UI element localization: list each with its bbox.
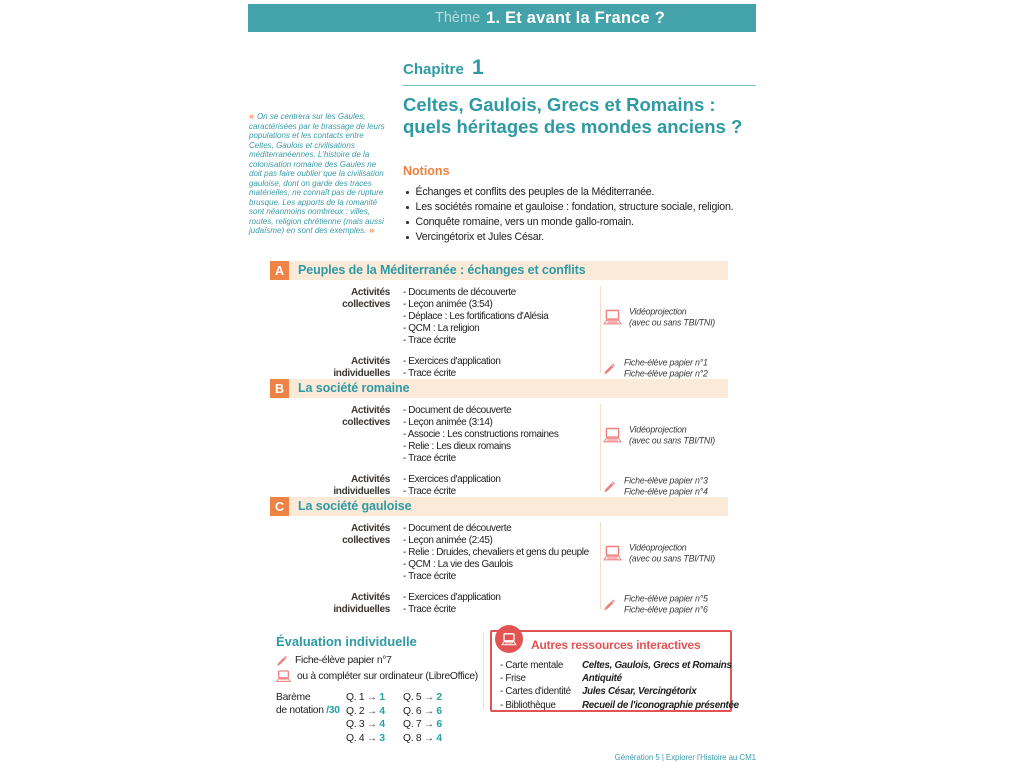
resource-value: Antiquité [582,673,622,685]
chapter-label: Chapitre [403,61,464,78]
activity-item: - Exercices d'application [403,592,501,603]
collective-activities-row [270,287,728,347]
collective-activities-label [270,405,390,465]
videoprojection-text [629,425,715,446]
arrow-icon: → [423,692,434,703]
label-line: Activités [351,405,390,416]
theme-title: 1. Et avant la France ? [486,8,665,27]
total-score: /30 [326,705,340,716]
arrow-icon: → [423,732,434,744]
theme-label: Thème [435,10,481,26]
activity-item: - Documents de découverte [403,287,516,298]
label-line: de notation /30 [276,705,340,716]
score-cell: Q. 6 → 6 [403,705,442,717]
label-line: individuelles [333,486,390,497]
resource-label: - Carte mentale [500,660,564,671]
score-cell: Q. 1 → 1 [346,692,385,703]
activity-item: - Déplace : Les fortifications d'Alésia [403,311,549,322]
evaluation-heading: Évaluation individuelle [276,634,417,649]
activity-item: - Trace écrite [403,604,456,615]
score-cell: Q. 3 → 4 [346,719,385,730]
activity-item: - Trace écrite [403,453,456,464]
notion-text: Échanges et conflits des peuples de la Méditerranée. [415,186,655,198]
laptop-icon [276,670,291,683]
resource-item [500,659,732,672]
chapter-number: 1 [472,56,484,79]
label-line: Barème [276,692,311,703]
individual-activities-label [270,356,390,380]
collective-activities-label [270,523,390,583]
activity-item: - Document de découverte [403,405,512,416]
activity-item: - Document de découverte [403,523,512,534]
videoprojection-text [629,307,715,328]
videoprojection-line2: (avec ou sans TBI/TNI) [629,435,716,445]
notions-heading: Notions [403,164,450,178]
column-divider [483,633,484,709]
close-quote-mark: » [366,225,375,236]
label-line: individuelles [333,604,390,615]
worksheet-line1: Fiche-élève papier n°3 [624,475,708,486]
open-quote-mark: « [249,111,257,122]
pencil-icon [603,479,617,493]
individual-activities-row [270,592,728,616]
activity-sections [270,261,728,615]
bullet-icon [406,191,409,194]
videoprojection-text [629,543,715,564]
evaluation-computer-text: ou à compléter sur ordinateur (LibreOffice) [297,671,478,682]
section-a-header [270,261,728,280]
arrow-icon: → [366,719,377,730]
individual-activities-list [403,356,501,380]
score-cell: Q. 5 → 2 [403,692,442,703]
videoprojection-note [603,307,715,328]
notion-text: Les sociétés romaine et gauloise : fondation, structure sociale, religion. [415,201,734,213]
section-b-letter-badge: B [270,379,289,398]
videoprojection-line1: Vidéoprojection [629,542,687,553]
interactive-resources-box [490,630,739,712]
notion-text: Conquête romaine, vers un monde gallo-romain. [415,216,634,228]
score-grid [346,691,460,745]
section-c-letter-badge: C [270,497,289,516]
activity-item: - Exercices d'application [403,474,501,485]
notion-item [403,230,759,245]
notion-item [403,215,759,230]
resource-value: Celtes, Gaulois, Grecs et Romains [582,660,732,671]
bullet-icon [406,221,409,224]
section-b [270,379,728,497]
notion-item [403,200,759,215]
worksheet-line1: Fiche-élève papier n°5 [624,593,708,604]
label-line: individuelles [333,368,390,379]
section-a-letter-badge: A [270,261,289,280]
score-cell: Q. 8 → 4 [403,732,442,744]
arrow-icon: → [423,719,434,730]
pencil-icon [276,654,289,667]
section-c-header [270,497,728,516]
resource-item [500,699,739,712]
videoprojection-line2: (avec ou sans TBI/TNI) [629,317,716,327]
collective-activities-list [403,523,589,583]
worksheet-text [624,594,708,615]
label-line: Activités [351,356,390,367]
grading-scale-label [276,691,346,745]
worksheet-note [603,594,708,615]
section-a [270,261,728,379]
resource-label: - Bibliothèque [500,699,556,711]
arrow-icon: → [423,705,434,717]
collective-activities-list [403,287,548,347]
laptop-icon [603,309,622,325]
resource-value: Recueil de l'iconographie présentée [582,699,739,711]
individual-activities-row [270,474,728,498]
label-line: collectives [342,417,390,428]
collective-activities-row [270,523,728,583]
resource-item [500,672,726,685]
worksheet-note [603,358,708,379]
activity-item: - Relie : Les dieux romains [403,441,511,452]
videoprojection-note [603,543,715,564]
page-title-line1: Celtes, Gaulois, Grecs et Romains : [403,94,716,115]
arrow-icon: → [366,692,377,703]
activity-item: - QCM : La religion [403,323,480,334]
label-line: collectives [342,535,390,546]
chapter-heading [403,56,756,86]
laptop-icon [603,427,622,443]
pencil-icon [603,361,617,375]
grading-scale [276,691,481,745]
chapter-block [403,56,756,138]
notion-item [403,185,759,200]
notion-text: Vercingétorix et Jules César. [415,231,544,243]
collective-activities-list [403,405,558,465]
theme-banner [248,4,756,32]
activity-item: - Trace écrite [403,368,456,379]
arrow-icon: → [366,732,377,744]
score-cell: Q. 2 → 4 [346,705,385,717]
page-footer: Génération 5 | Explorer l'Histoire au CM1 [614,753,756,762]
individual-activities-list [403,592,501,616]
resource-item [500,685,726,698]
activity-item: - Leçon animée (2:45) [403,535,493,546]
computer-circle-icon [495,625,523,653]
label-line: Activités [351,287,390,298]
individual-activities-row [270,356,728,380]
score-cell: Q. 7 → 6 [403,719,442,730]
arrow-icon: → [366,705,377,717]
label-line: Activités [351,474,390,485]
label-line: Activités [351,523,390,534]
activity-item: - QCM : La vie des Gaulois [403,559,513,570]
notions-block [403,164,759,245]
evaluation-worksheet-text: Fiche-élève papier n°7 [295,655,392,666]
pencil-icon [603,597,617,611]
activity-item: - Leçon animée (3:54) [403,299,493,310]
section-c-body [270,516,728,615]
individual-activities-label [270,592,390,616]
quote-text: On se centrera sur les Gaules, caractérisées par le brassage de leurs populations et les contacts entre Celtes, Gaulois et civilisations méditerranéennes. L'histoire de la colonisation romaine des Gaules ne doit pas faire oublier que la civilisation gauloise, dont on garde des traces matérielles, ne connaît pas de rupture brusque. Les apports de la romanité sont néanmoins nombreux : villes, routes, religion chrétienne (mais aussi judaïsme) en sont des exemples. [249,112,385,235]
individual-activities-label [270,474,390,498]
resources-heading: Autres ressources interactives [531,638,701,652]
page-title-line2: quels héritages des mondes anciens ? [403,116,743,137]
activity-item: - Trace écrite [403,335,456,346]
laptop-icon [603,545,622,561]
bullet-icon [406,206,409,209]
resources-list [500,659,739,712]
worksheet-line2: Fiche-élève papier n°4 [624,486,708,496]
videoprojection-line2: (avec ou sans TBI/TNI) [629,553,716,563]
resource-label: - Cartes d'identité [500,686,571,698]
activity-item: - Trace écrite [403,571,456,582]
activity-item: - Relie : Druides, chevaliers et gens du peuple [403,547,589,558]
bullet-icon [406,236,409,239]
label-line: collectives [342,299,390,310]
program-quote [249,112,390,236]
worksheet-note [603,476,708,497]
page-title [403,94,756,138]
score-cell: Q. 4 → 3 [346,732,385,744]
evaluation-worksheet-line [276,654,481,667]
activity-item: - Associe : Les constructions romaines [403,429,559,440]
resource-value: Jules César, Vercingétorix [582,686,697,698]
activity-item: - Exercices d'application [403,356,501,367]
worksheet-text [624,476,708,497]
evaluation-block [276,634,481,745]
worksheet-text [624,358,708,379]
individual-activities-list [403,474,501,498]
evaluation-computer-line [276,670,481,683]
resource-label: - Frise [500,673,526,685]
activity-item: - Trace écrite [403,486,456,497]
worksheet-line2: Fiche-élève papier n°2 [624,368,708,378]
section-a-body [270,280,728,379]
section-b-header [270,379,728,398]
section-c-title: La société gauloise [298,499,412,513]
videoprojection-line1: Vidéoprojection [629,424,687,435]
section-a-title: Peuples de la Méditerranée : échanges et conflits [298,263,586,277]
activity-item: - Leçon animée (3:14) [403,417,493,428]
collective-activities-row [270,405,728,465]
label-line: Activités [351,592,390,603]
section-b-title: La société romaine [298,381,410,395]
videoprojection-note [603,425,715,446]
worksheet-line2: Fiche-élève papier n°6 [624,604,708,614]
section-c [270,497,728,615]
worksheet-line1: Fiche-élève papier n°1 [624,357,708,368]
collective-activities-label [270,287,390,347]
section-b-body [270,398,728,497]
videoprojection-line1: Vidéoprojection [629,306,687,317]
